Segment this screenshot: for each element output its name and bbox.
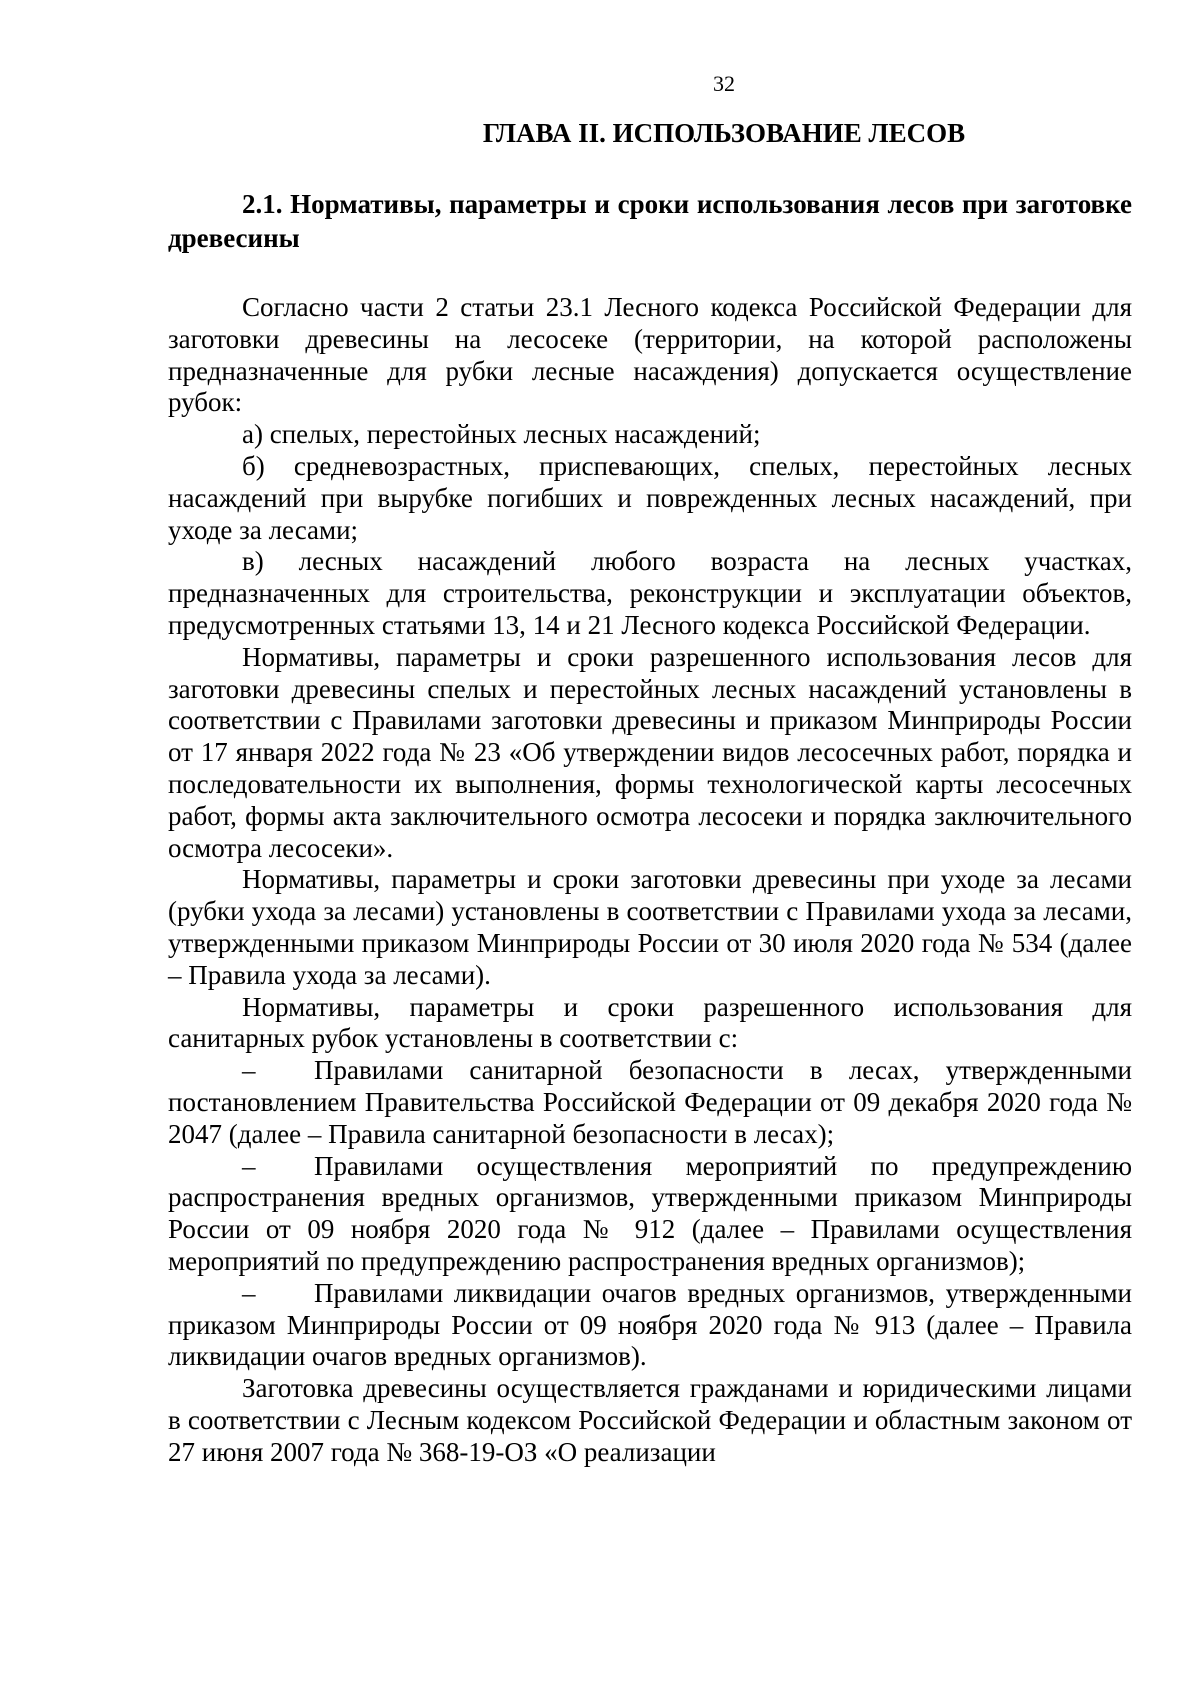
dash-item-text: Правилами санитарной безопасности в лесах, утвержденными постановлением Правительства Российской Федерации от 09 декабря 2020 года № 2047 (далее – Правила санитарной безопасности в лесах); [168,1055,1132,1149]
chapter-title: ГЛАВА II. ИСПОЛЬЗОВАНИЕ ЛЕСОВ [482,118,966,148]
page-number: 32 [713,71,735,96]
paragraph-harvesting: Заготовка древесины осуществляется гражданами и юридическими лицами в соответствии с Лесным кодексом Российской Федерации и областным законом от 27 июня 2007 года № 368-19-ОЗ «О реализации [168,1373,1132,1467]
section-title: 2.1. Нормативы, параметры и сроки использования лесов при заготовке древесины [168,189,1132,253]
dash-marker: – [242,1277,256,1308]
dash-marker: – [242,1055,256,1086]
dash-item-text: Правилами осуществления мероприятий по предупреждению распространения вредных организмов, утвержденными приказом Минприроды России от 09 ноября 2020 года № 912 (далее – Правилами осуществления мероприятий по предупреждению распространения вредных организмов); [168,1150,1132,1276]
dash-marker: – [242,1150,256,1181]
paragraph-care-norms: Нормативы, параметры и сроки заготовки древесины при уходе за лесами (рубки ухода за лесами) установлены в соответствии с Правилами ухода за лесами, утвержденными приказом Минприроды России от 30 июля 2020 года № 534 (далее – Правила ухода за лесами). [168,864,1132,990]
dash-item-text: Правилами ликвидации очагов вредных организмов, утвержденными приказом Минприроды России от 09 ноября 2020 года № 913 (далее – Правила ликвидации очагов вредных организмов). [168,1277,1132,1372]
intro-paragraph: Согласно части 2 статьи 23.1 Лесного кодекса Российской Федерации для заготовки древесины на лесосеке (территории, на которой расположены предназначенные для рубки лесные насаждения) допускается осуществление рубок: [168,292,1132,418]
dash-item-sanitary-safety [168,1055,1132,1150]
paragraph-sanitary-norms: Нормативы, параметры и сроки разрешенного использования для санитарных рубок установлены в соответствии с: [168,991,1132,1054]
list-item-c: в) лесных насаждений любого возраста на лесных участках, предназначенных для строительства, реконструкции и эксплуатации объектов, предусмотренных статьями 13, 14 и 21 Лесного кодекса Российской Федерации. [168,546,1132,640]
dash-item-pest-liquidation [168,1278,1132,1373]
list-item-b: б) средневозрастных, приспевающих, спелых, перестойных лесных насаждений при вырубке погибших и поврежденных лесных насаждений, при уходе за лесами; [168,450,1132,545]
list-item-a: а) спелых, перестойных лесных насаждений; [242,419,761,450]
paragraph-logging-norms: Нормативы, параметры и сроки разрешенного использования лесов для заготовки древесины спелых и перестойных лесных насаждений установлены в соответствии с Правилами заготовки древесины и приказом Минприроды России от 17 января 2022 года № 23 «Об утверждении видов лесосечных работ, порядка и последовательности их выполнения, формы технологической карты лесосечных работ, формы акта заключительного осмотра лесосеки и порядка заключительного осмотра лесосеки». [168,641,1132,863]
dash-item-pest-prevention [168,1151,1132,1278]
